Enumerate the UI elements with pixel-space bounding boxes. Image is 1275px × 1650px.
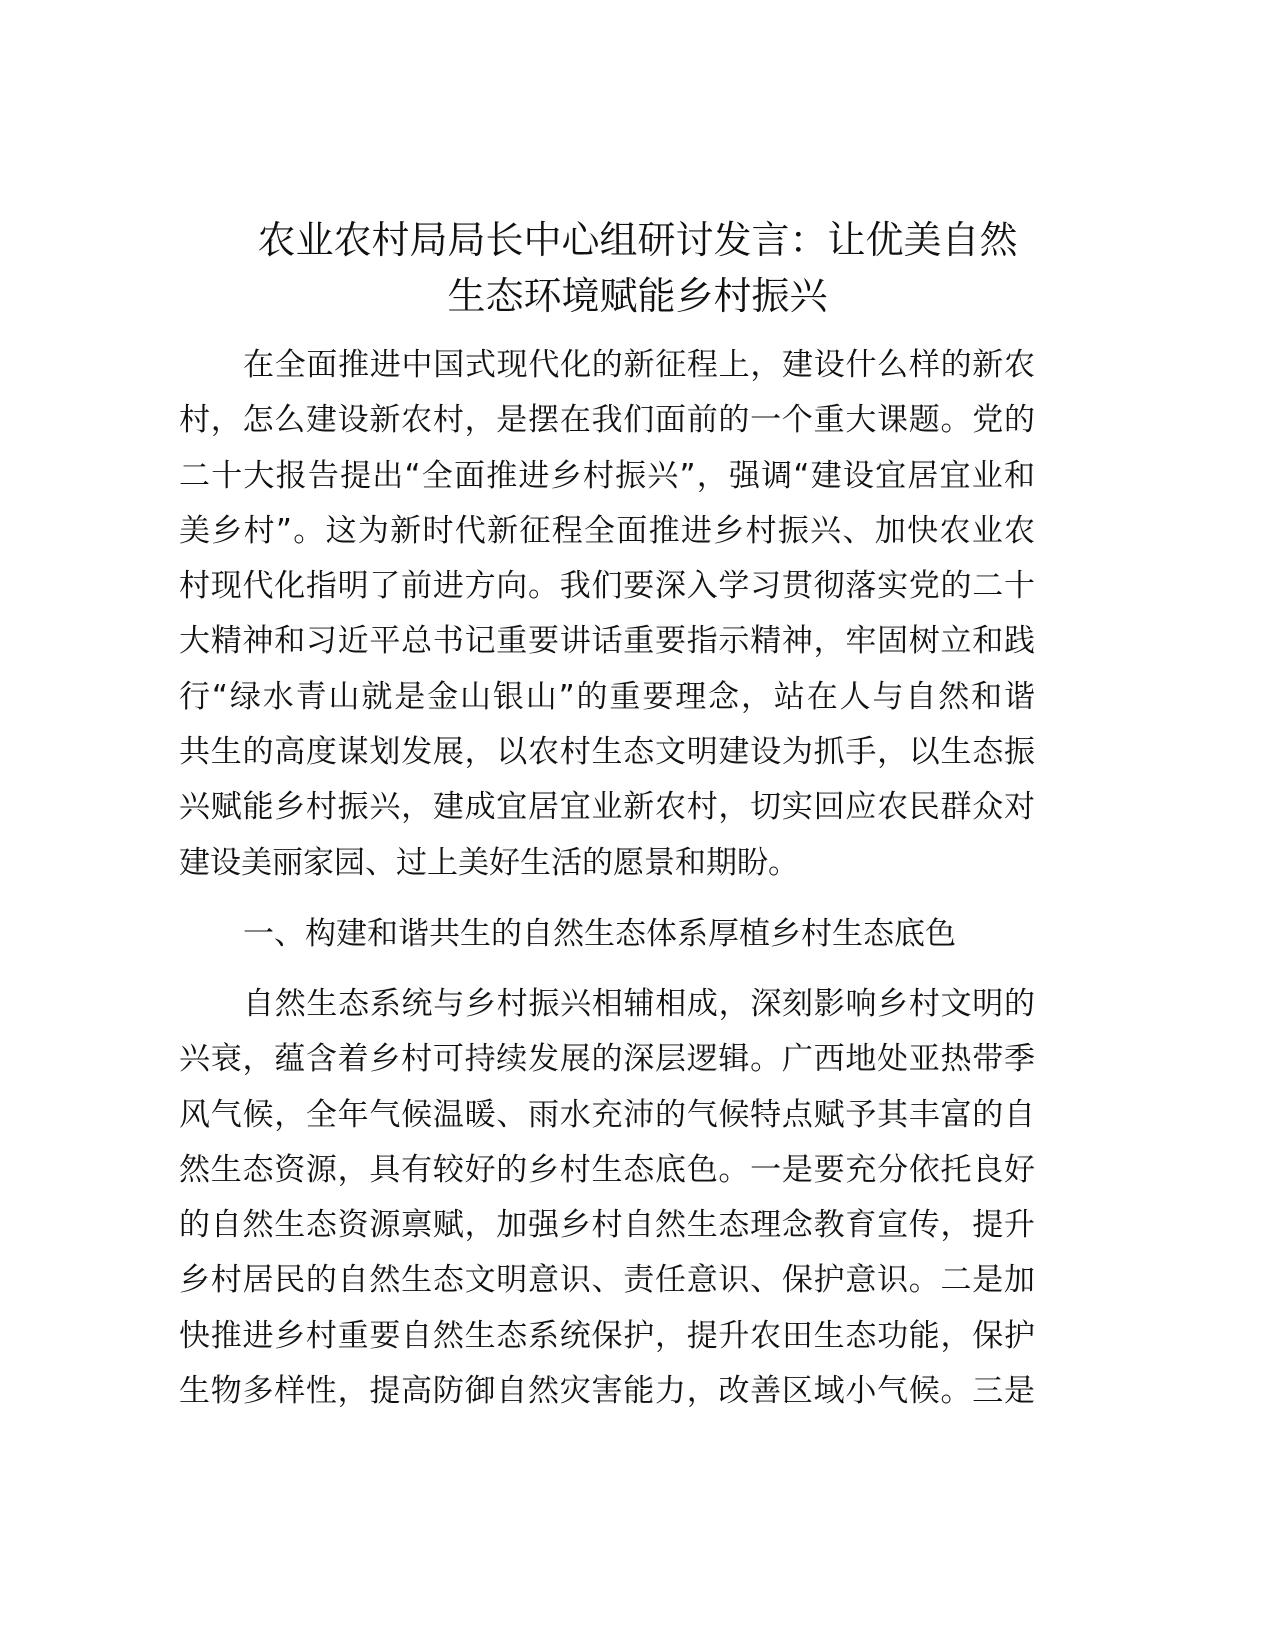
title-line: 生态环境赋能乡村振兴	[447, 274, 828, 318]
text-line: 美乡村”。这为新时代新征程全面推进乡村振兴、加快农业农	[179, 512, 1035, 549]
paragraph-section1	[179, 977, 1035, 1419]
text-line: 的自然生态资源禀赋，加强乡村自然生态理念教育宣传，提升	[179, 1207, 1035, 1244]
text-line: 生物多样性，提高防御自然灾害能力，改善区域小气候。三是	[179, 1373, 1035, 1410]
text-line: 兴衰，蕴含着乡村可持续发展的深层逻辑。广西地处亚热带季	[179, 1041, 1035, 1078]
text-line: 建设美丽家园、过上美好生活的愿景和期盼。	[179, 844, 799, 881]
text-line: 在全面推进中国式现代化的新征程上，建设什么样的新农	[243, 347, 1035, 383]
text-line: 大精神和习近平总书记重要讲话重要指示精神，牢固树立和践	[179, 623, 1035, 660]
paragraph-intro	[179, 338, 1035, 891]
text-line: 快推进乡村重要自然生态系统保护，提升农田生态功能，保护	[179, 1317, 1035, 1354]
text-line: 行“绿水青山就是金山银山”的重要理念，站在人与自然和谐	[179, 678, 1035, 715]
text-line: 共生的高度谋划发展，以农村生态文明建设为抓手，以生态振	[179, 734, 1035, 771]
text-line: 然生态资源，具有较好的乡村生态底色。一是要充分依托良好	[179, 1151, 1035, 1188]
text-line: 二十大报告提出“全面推进乡村振兴”，强调“建设宜居宜业和	[179, 457, 1035, 494]
text-line: 乡村居民的自然生态文明意识、责任意识、保护意识。二是加	[179, 1262, 1035, 1299]
text-line: 村，怎么建设新农村，是摆在我们面前的一个重大课题。党的	[179, 402, 1035, 439]
text-line: 兴赋能乡村振兴，建成宜居宜业新农村，切实回应农民群众对	[179, 789, 1035, 826]
text-line: 风气候，全年气候温暖、雨水充沛的气候特点赋予其丰富的自	[179, 1096, 1035, 1133]
document-title	[150, 212, 1125, 324]
text-line: 村现代化指明了前进方向。我们要深入学习贯彻落实党的二十	[179, 568, 1035, 605]
document-body	[179, 338, 1035, 1419]
text-line: 自然生态系统与乡村振兴相辅相成，深刻影响乡村文明的	[243, 985, 1035, 1022]
section-heading: 一、构建和谐共生的自然生态体系厚植乡村生态底色	[243, 915, 956, 952]
title-line: 农业农村局局长中心组研讨发言：让优美自然	[257, 218, 1018, 262]
